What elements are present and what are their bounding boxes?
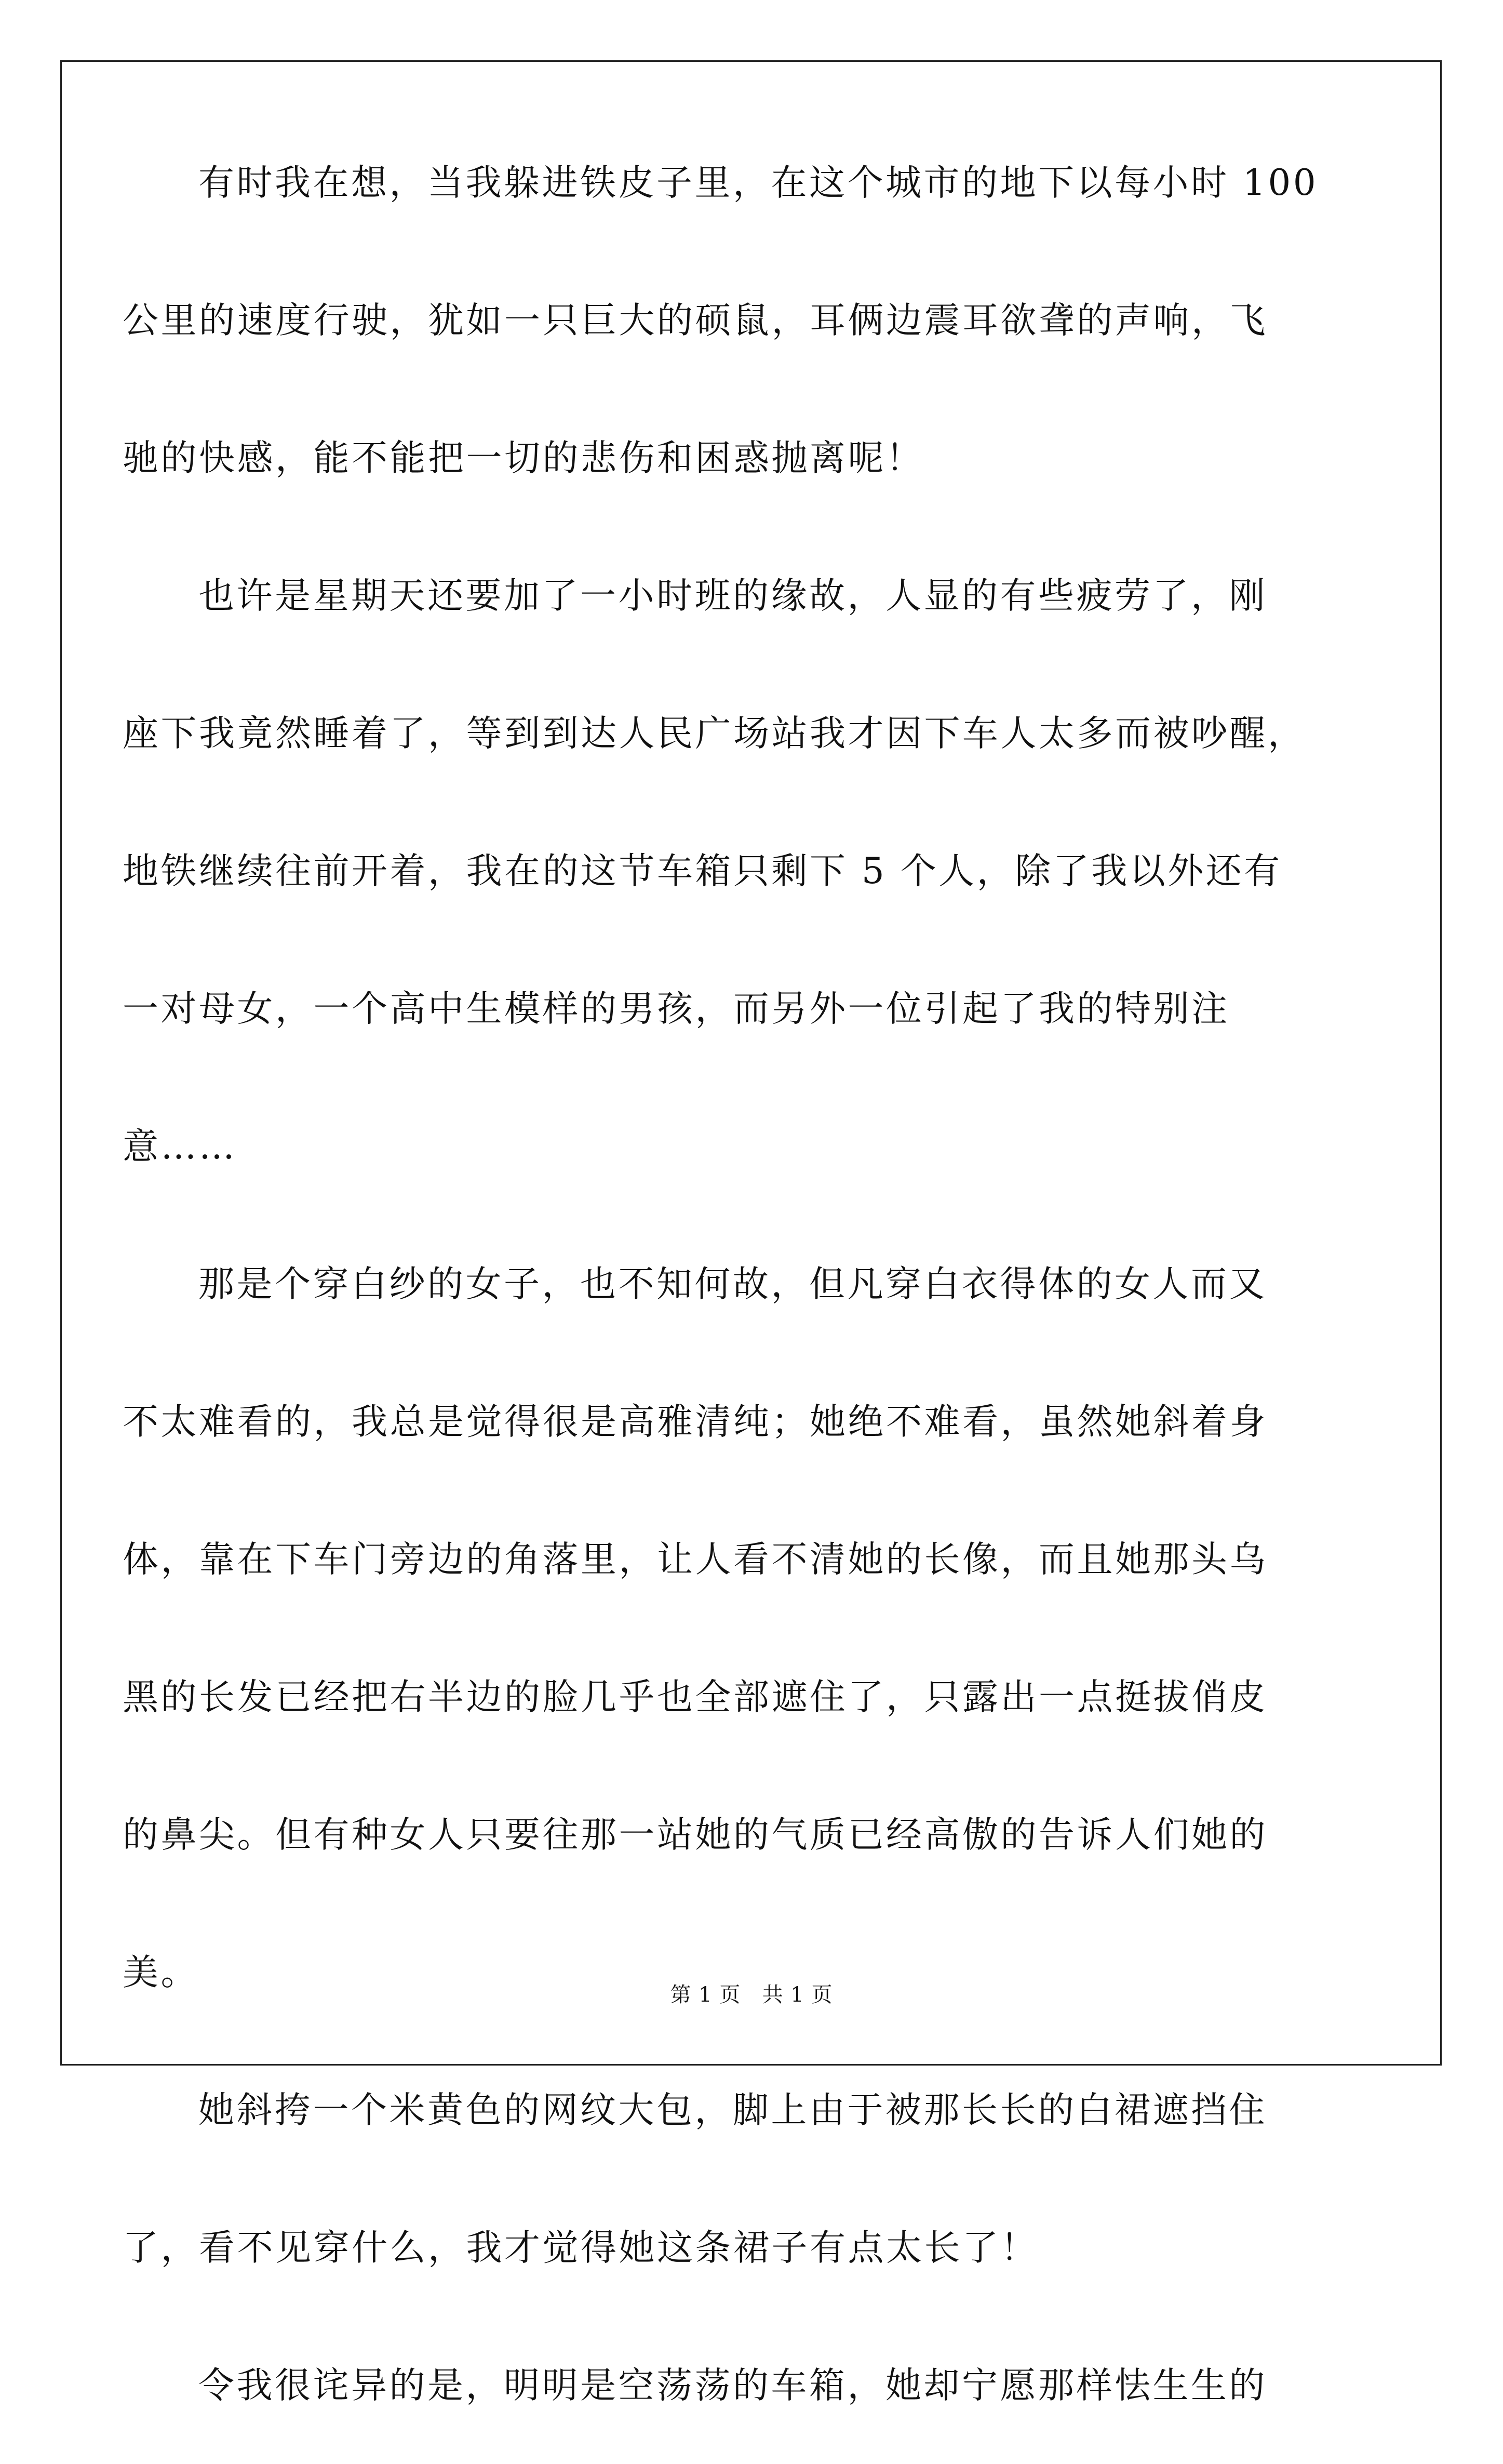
- text-line: 有时我在想，当我躲进铁皮子里，在这个城市的地下以每小时 100: [198, 162, 1319, 204]
- text-line: 的鼻尖。但有种女人只要往那一站她的气质已经高傲的告诉人们她的: [123, 1814, 1268, 1856]
- text-line: 她斜挎一个米黄色的网纹大包，脚上由于被那长长的白裙遮挡住: [198, 2089, 1267, 2131]
- text-line: 不太难看的，我总是觉得很是高雅清纯；她绝不难看，虽然她斜着身: [123, 1401, 1268, 1443]
- text-line: 驰的快感，能不能把一切的悲伤和困惑抛离呢！: [123, 437, 924, 479]
- document-body: [123, 124, 1338, 2464]
- text-line: 那是个穿白纱的女子，也不知何故，但凡穿白衣得体的女人而又: [198, 1263, 1267, 1305]
- text-line: 体，靠在下车门旁边的角落里，让人看不清她的长像，而且她那头乌: [123, 1539, 1268, 1580]
- text-line: 也许是星期天还要加了一小时班的缘故，人显的有些疲劳了，刚: [198, 575, 1267, 617]
- text-line: 一对母女，一个高中生模样的男孩，而另外一位引起了我的特别注: [123, 988, 1230, 1030]
- text-line: 座下我竟然睡着了，等到到达人民广场站我才因下车人太多而被吵醒，: [123, 713, 1306, 754]
- text-line: 公里的速度行驶，犹如一只巨大的硕鼠，耳俩边震耳欲聋的声响，飞: [123, 300, 1268, 341]
- text-line: 了，看不见穿什么，我才觉得她这条裙子有点太长了！: [123, 2227, 1039, 2269]
- text-line: 意……: [123, 1126, 237, 1167]
- text-line: 黑的长发已经把右半边的脸几乎也全部遮住了，只露出一点挺拔俏皮: [123, 1676, 1268, 1718]
- text-line: 令我很诧异的是，明明是空荡荡的车箱，她却宁愿那样怯生生的: [198, 2365, 1267, 2406]
- text-line: 地铁继续往前开着，我在的这节车箱只剩下 5 个人，除了我以外还有: [123, 850, 1282, 892]
- page-footer: 第 1 页 共 1 页: [670, 1983, 833, 2007]
- text-line: 美。: [123, 1952, 199, 1993]
